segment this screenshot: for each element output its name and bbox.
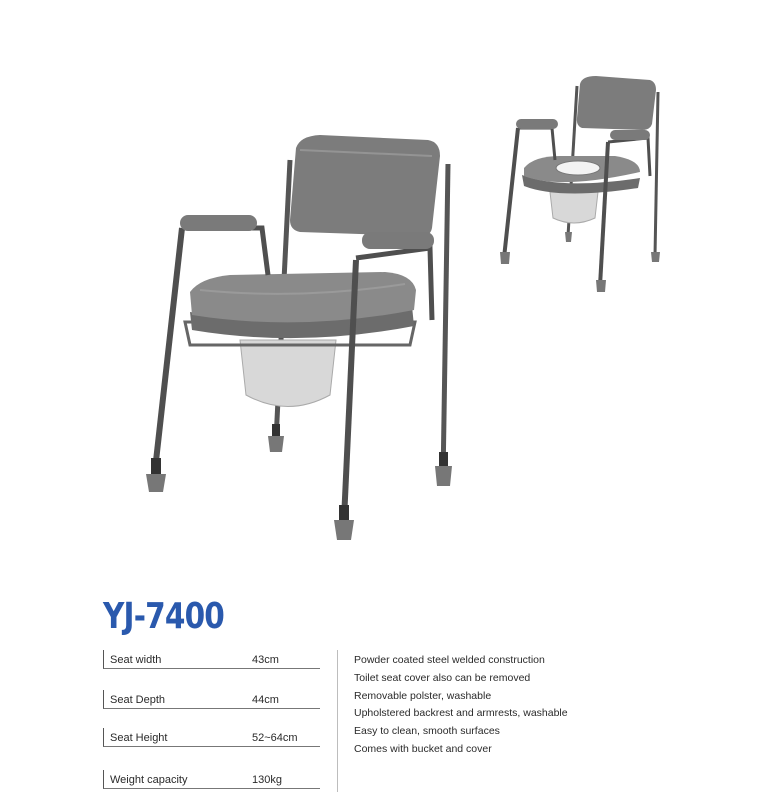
spec-row-seat-width [103, 650, 320, 669]
spec-label: Seat Depth [110, 694, 166, 706]
spec-value: 44cm [252, 694, 279, 706]
feature-list [354, 652, 568, 759]
spec-label: Weight capacity [110, 774, 188, 786]
spec-row-weight-capacity [103, 770, 320, 789]
feature-item: Comes with bucket and cover [354, 742, 492, 755]
spec-value: 43cm [252, 654, 279, 666]
feature-item: Powder coated steel welded construction [354, 654, 545, 666]
main-chair-image [146, 135, 452, 540]
spec-label: Seat width [110, 654, 162, 666]
spec-label: Seat Height [110, 732, 168, 744]
spec-value: 52~64cm [252, 732, 298, 744]
feature-item: Upholstered backrest and armrests, washable [354, 707, 568, 720]
feature-item: Toilet seat cover also can be removed [354, 671, 531, 684]
model-number: YJ-7400 [103, 596, 225, 637]
feature-item: Easy to clean, smooth surfaces [354, 725, 500, 738]
secondary-chair-image [500, 76, 660, 292]
spec-row-seat-height [103, 728, 320, 747]
column-divider [337, 650, 338, 792]
spec-row-seat-depth [103, 690, 320, 709]
feature-item: Removable polster, washable [354, 689, 492, 702]
spec-value: 130kg [252, 774, 282, 786]
